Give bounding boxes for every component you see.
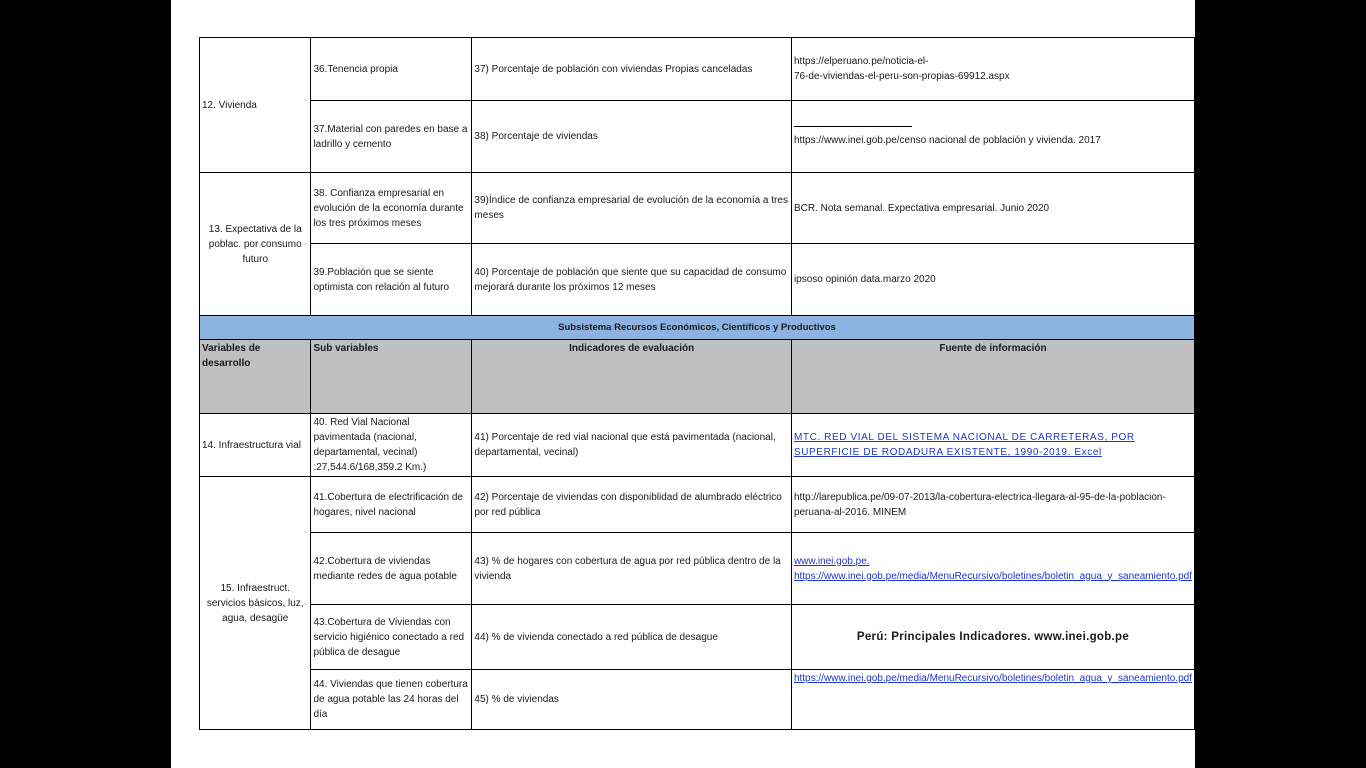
source-cell: [791, 670, 1194, 730]
subvariable-cell: 40. Red Vial Nacional pavimentada (nacional, departamental, vecinal) :27,544.6/168,359.2 Km.): [311, 414, 472, 477]
table-row: [200, 533, 1195, 605]
table-row: [200, 477, 1195, 533]
source-text: https://www.inei.gob.pe/censo nacional de población y vivienda. 2017: [793, 134, 1101, 146]
variable-cell: 12. Vivienda: [200, 38, 311, 173]
table-row: [200, 101, 1195, 173]
table-row: [200, 38, 1195, 101]
divider: [794, 126, 912, 127]
source-cell: ipsoso opinión data.marzo 2020: [791, 244, 1194, 316]
subvariable-cell: 37.Material con paredes en base a ladrillo y cemento: [311, 101, 472, 173]
variable-cell: 13. Expectativa de la poblac. por consumo futuro: [200, 173, 311, 316]
subsystem-band: [200, 316, 1195, 340]
indicator-cell: 44) % de vivienda conectado a red pública de desague: [472, 605, 792, 670]
slide-page: [171, 0, 1195, 768]
header-indicators: Indicadores de evaluación: [472, 340, 792, 414]
subvariable-cell: 39.Población que se siente optimista con relación al futuro: [311, 244, 472, 316]
source-link[interactable]: https://www.inei.gob.pe/media/MenuRecursivo/boletines/boletin_agua_y_saneamiento.pdf: [793, 570, 1192, 582]
source-link[interactable]: https://www.inei.gob.pe/media/MenuRecursivo/boletines/boletin_agua_y_saneamiento.pdf: [793, 673, 1192, 684]
source-cell: BCR. Nota semanal. Expectativa empresarial. Junio 2020: [791, 173, 1194, 244]
subvariable-cell: 38. Confianza empresarial en evolución de la economía durante los tres próximos meses: [311, 173, 472, 244]
subvariable-cell: 36.Tenencia propia: [311, 38, 472, 101]
table-row: [200, 670, 1195, 730]
indicator-cell: 38) Porcentaje de viviendas: [472, 101, 792, 173]
header-variables: Variables de desarrollo: [200, 340, 311, 414]
variable-cell: 15. Infraestruct. servicios básicos, luz, agua, desagüe: [200, 477, 311, 730]
source-cell: http://larepublica.pe/09-07-2013/la-cobertura-electrica-llegara-al-95-de-la-poblacion-peruana-al-2016. MINEM: [791, 477, 1194, 533]
subsystem-title: Subsistema Recursos Económicos, Científicos y Productivos: [200, 316, 1195, 340]
indicator-cell: 42) Porcentaje de viviendas con disponiblidad de alumbrado eléctrico por red pública: [472, 477, 792, 533]
indicators-table: [199, 37, 1195, 730]
table-row: [200, 173, 1195, 244]
variable-cell: 14. Infraestructura vial: [200, 414, 311, 477]
source-cell: [791, 38, 1194, 101]
subvariable-cell: 42.Cobertura de viviendas mediante redes de agua potable: [311, 533, 472, 605]
indicator-cell: 40) Porcentaje de población que siente que su capacidad de consumo mejorará durante los próximos 12 meses: [472, 244, 792, 316]
table-row: [200, 244, 1195, 316]
indicator-cell: 43) % de hogares con cobertura de agua por red pública dentro de la vivienda: [472, 533, 792, 605]
source-link[interactable]: www.inei.gob.pe.: [793, 555, 870, 567]
indicator-cell: 45) % de viviendas: [472, 670, 792, 730]
source-text: 76-de-viviendas-el-peru-son-propias-69912.aspx: [793, 71, 1010, 82]
indicator-cell: 41) Porcentaje de red vial nacional que está pavimentada (nacional, departamental, vecinal): [472, 414, 792, 477]
source-text: https://elperuano.pe/noticia-el-: [793, 56, 929, 67]
source-cell: Perú: Principales Indicadores. www.inei.gob.pe: [791, 605, 1194, 670]
table-row: [200, 605, 1195, 670]
source-cell: [791, 101, 1194, 173]
table-row: [200, 414, 1195, 477]
header-subvariables: Sub variables: [311, 340, 472, 414]
subvariable-cell: 44. Viviendas que tienen cobertura de agua potable las 24 horas del día: [311, 670, 472, 730]
subvariable-cell: 43.Cobertura de Viviendas con servicio higiénico conectado a red pública de desague: [311, 605, 472, 670]
source-link[interactable]: MTC. RED VIAL DEL SISTEMA NACIONAL DE CARRETERAS, POR SUPERFICIE DE RODADURA EXISTENTE, 1990-2019. Excel: [793, 432, 1135, 458]
source-cell: [791, 414, 1194, 477]
source-cell: [791, 533, 1194, 605]
subvariable-cell: 41.Cobertura de electrificación de hogares, nivel nacional: [311, 477, 472, 533]
table-header: [200, 340, 1195, 414]
header-source: Fuente de información: [791, 340, 1194, 414]
indicator-cell: 37) Porcentaje de población con viviendas Propias canceladas: [472, 38, 792, 101]
indicator-cell: 39)Índice de confianza empresarial de evolución de la economía a tres meses: [472, 173, 792, 244]
